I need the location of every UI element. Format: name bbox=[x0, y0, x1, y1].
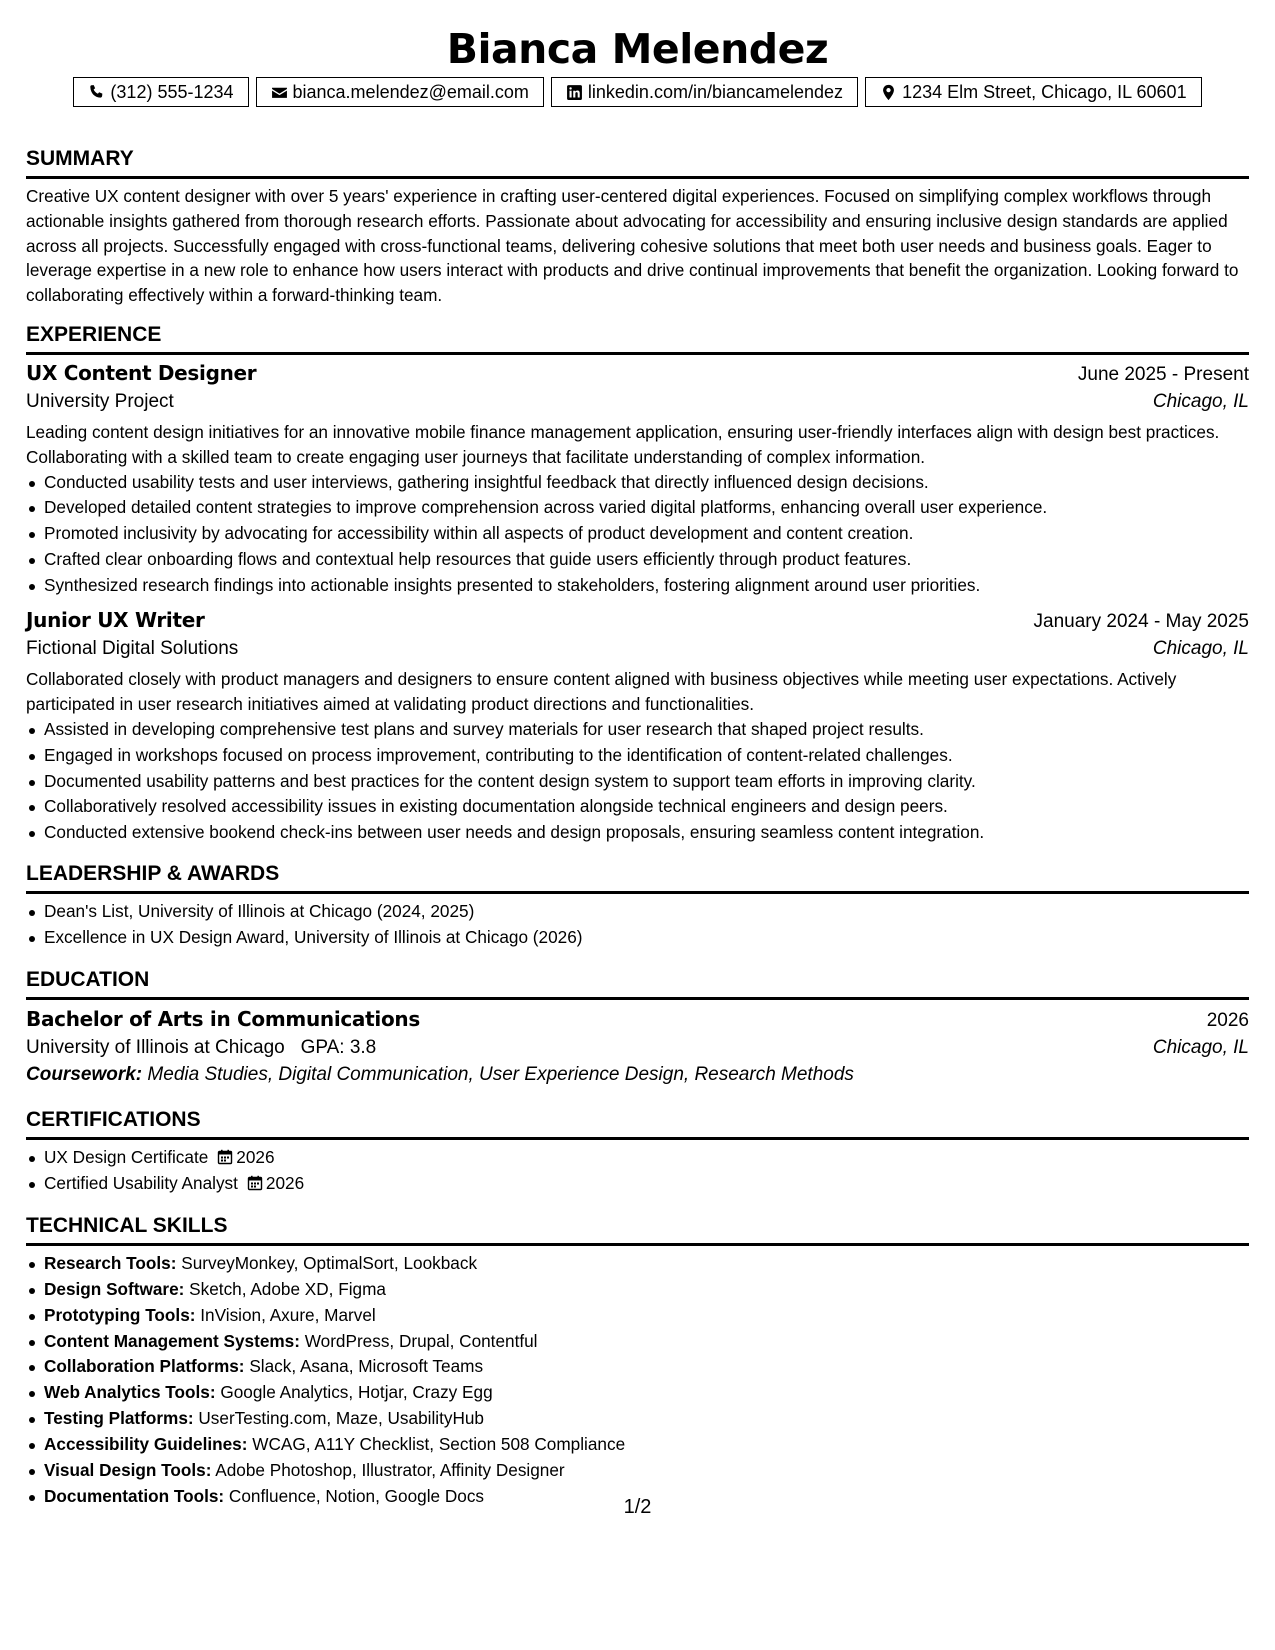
skill-label: Prototyping Tools: bbox=[44, 1304, 196, 1325]
skill-value: Google Analytics, Hotjar, Crazy Egg bbox=[220, 1382, 493, 1403]
degree-title: Bachelor of Arts in Communications bbox=[26, 1007, 420, 1032]
skill-value: UserTesting.com, Maze, UsabilityHub bbox=[198, 1408, 484, 1429]
summary-text: Creative UX content designer with over 5 years' experience in crafting user-centered digital experiences. Focused on simplifying complex workflows through actionable insights gathered from thorough research efforts. Passionate about advocating for accessibility and ensuring inclusive design standards are applied across all projects. Successfully engaged with cross-functional teams, delivering cohesive solutions that meet both user needs and business goals. Eager to leverage expertise in a new role to enhance how users interact with products and drive continual improvements that benefit the organization. Looking forward to collaborating effectively within a forward-thinking team. bbox=[26, 186, 1239, 306]
job-organization: Fictional Digital Solutions bbox=[26, 638, 239, 660]
candidate-name: Bianca Melendez bbox=[446, 25, 829, 73]
list-item: Conducted usability tests and user interviews, gathering insightful feedback that directly influenced design decisions. bbox=[26, 470, 1249, 496]
list-item: Synthesized research findings into actionable insights presented to stakeholders, fostering alignment around user priorities. bbox=[26, 573, 1249, 599]
skill-value: SurveyMonkey, OptimalSort, Lookback bbox=[181, 1252, 478, 1273]
list-item: Documented usability patterns and best practices for the content design system to support team efforts in improving clarity. bbox=[26, 769, 1249, 795]
address-contact bbox=[865, 77, 1202, 107]
certification-year: 2026 bbox=[236, 1147, 275, 1168]
job-description: Collaborated closely with product managers and designers to ensure content aligned with business objectives while meeting user expectations. Actively participated in user research initiatives aimed at validating product directions and functionalities. bbox=[26, 669, 1177, 714]
skill-value: Confluence, Notion, Google Docs bbox=[228, 1486, 485, 1507]
education-heading: EDUCATION bbox=[26, 968, 1249, 1000]
linkedin-text: linkedin.com/in/biancamelendez bbox=[587, 81, 844, 102]
skill-value: Adobe Photoshop, Illustrator, Affinity Designer bbox=[215, 1460, 565, 1481]
leadership-heading: LEADERSHIP & AWARDS bbox=[26, 862, 1249, 894]
job-location: Chicago, IL bbox=[1152, 390, 1249, 412]
job-title: Junior UX Writer bbox=[26, 608, 205, 633]
skill-value: InVision, Axure, Marvel bbox=[200, 1304, 376, 1325]
job-description: Leading content design initiatives for an innovative mobile finance management application, ensuring user-friendly interfaces align with design best practices. Collaborating with a skilled team to create engaging user journeys that facilitate understanding of complex information. bbox=[26, 421, 1220, 467]
job-dates: January 2024 - May 2025 bbox=[1033, 611, 1249, 633]
leadership-list bbox=[26, 899, 1249, 951]
phone-contact bbox=[73, 77, 248, 107]
skill-value: WordPress, Drupal, Contentful bbox=[304, 1330, 538, 1351]
certifications-heading: CERTIFICATIONS bbox=[26, 1108, 1249, 1140]
skill-label: Research Tools: bbox=[44, 1252, 177, 1273]
email-text: bianca.melendez@email.com bbox=[292, 81, 529, 102]
list-item bbox=[26, 1171, 1249, 1197]
skill-label: Collaboration Platforms: bbox=[44, 1356, 245, 1377]
certification-year: 2026 bbox=[265, 1172, 305, 1193]
certification-name: UX Design Certificate bbox=[44, 1147, 209, 1168]
job-entry bbox=[26, 608, 1249, 846]
skill-label: Visual Design Tools: bbox=[44, 1460, 212, 1481]
gpa: GPA: 3.8 bbox=[300, 1037, 377, 1059]
calendar-icon bbox=[247, 1175, 263, 1191]
job-entry bbox=[26, 361, 1249, 599]
page-number: 1/2 bbox=[623, 1496, 652, 1518]
list-item bbox=[26, 1277, 1249, 1303]
list-item: Developed detailed content strategies to improve comprehension across varied digital platforms, enhancing overall user experience. bbox=[26, 495, 1249, 521]
list-item bbox=[26, 1406, 1249, 1432]
skill-label: Documentation Tools: bbox=[44, 1486, 225, 1507]
list-item bbox=[26, 1329, 1249, 1355]
summary-heading: SUMMARY bbox=[26, 147, 1249, 179]
phone-text: (312) 555-1234 bbox=[110, 81, 234, 102]
certifications-list bbox=[26, 1145, 1249, 1197]
job-bullets bbox=[26, 470, 1249, 600]
map-pin-icon bbox=[880, 84, 897, 101]
skill-label: Content Management Systems: bbox=[44, 1330, 300, 1351]
skill-label: Accessibility Guidelines: bbox=[44, 1434, 248, 1455]
school-line bbox=[26, 1037, 376, 1059]
contact-bar bbox=[26, 77, 1249, 107]
linkedin-icon bbox=[566, 84, 583, 101]
phone-icon bbox=[88, 84, 105, 101]
job-organization: University Project bbox=[26, 390, 174, 412]
job-dates: June 2025 - Present bbox=[1077, 363, 1249, 385]
list-item bbox=[26, 1251, 1249, 1277]
skill-label: Testing Platforms: bbox=[44, 1408, 194, 1429]
list-item bbox=[26, 1145, 1249, 1171]
calendar-icon bbox=[217, 1149, 233, 1165]
skill-label: Web Analytics Tools: bbox=[44, 1382, 216, 1403]
list-item bbox=[26, 1354, 1249, 1380]
skill-label: Design Software: bbox=[44, 1278, 185, 1299]
school-location: Chicago, IL bbox=[1152, 1037, 1249, 1059]
skill-value: WCAG, A11Y Checklist, Section 508 Compliance bbox=[252, 1434, 626, 1455]
email-contact bbox=[256, 77, 544, 107]
list-item: Crafted clear onboarding flows and contextual help resources that guide users efficiently through product features. bbox=[26, 547, 1249, 573]
address-text: 1234 Elm Street, Chicago, IL 60601 bbox=[902, 81, 1187, 102]
coursework-list: Media Studies, Digital Communication, User Experience Design, Research Methods bbox=[147, 1064, 854, 1086]
coursework-line bbox=[26, 1064, 1249, 1086]
job-bullets bbox=[26, 717, 1249, 847]
skill-value: Slack, Asana, Microsoft Teams bbox=[249, 1356, 484, 1377]
school-name: University of Illinois at Chicago bbox=[26, 1037, 285, 1059]
list-item bbox=[26, 1303, 1249, 1329]
graduation-year: 2026 bbox=[1206, 1010, 1249, 1032]
list-item: Conducted extensive bookend check-ins between user needs and design proposals, ensuring seamless content integration. bbox=[26, 820, 1249, 846]
linkedin-contact bbox=[551, 77, 858, 107]
envelope-icon bbox=[271, 84, 288, 101]
list-item: Dean's List, University of Illinois at Chicago (2024, 2025) bbox=[26, 899, 1249, 925]
list-item bbox=[26, 1432, 1249, 1458]
list-item: Engaged in workshops focused on process improvement, contributing to the identification of content-related challenges. bbox=[26, 743, 1249, 769]
coursework-label: Coursework: bbox=[26, 1064, 143, 1086]
job-title: UX Content Designer bbox=[26, 360, 257, 385]
list-item: Excellence in UX Design Award, University of Illinois at Chicago (2026) bbox=[26, 925, 1249, 951]
resume-page bbox=[26, 0, 1249, 1650]
certification-name: Certified Usability Analyst bbox=[44, 1172, 238, 1193]
list-item bbox=[26, 1458, 1249, 1484]
list-item: Assisted in developing comprehensive test plans and survey materials for user research that shaped project results. bbox=[26, 717, 1249, 743]
experience-heading: EXPERIENCE bbox=[26, 323, 1249, 355]
list-item: Collaboratively resolved accessibility issues in existing documentation alongside technical engineers and design peers. bbox=[26, 794, 1249, 820]
list-item: Promoted inclusivity by advocating for accessibility within all aspects of product development and content creation. bbox=[26, 521, 1249, 547]
job-location: Chicago, IL bbox=[1152, 638, 1249, 660]
skill-value: Sketch, Adobe XD, Figma bbox=[189, 1278, 386, 1299]
list-item bbox=[26, 1380, 1249, 1406]
skills-heading: TECHNICAL SKILLS bbox=[26, 1214, 1249, 1246]
skills-list bbox=[26, 1251, 1249, 1510]
